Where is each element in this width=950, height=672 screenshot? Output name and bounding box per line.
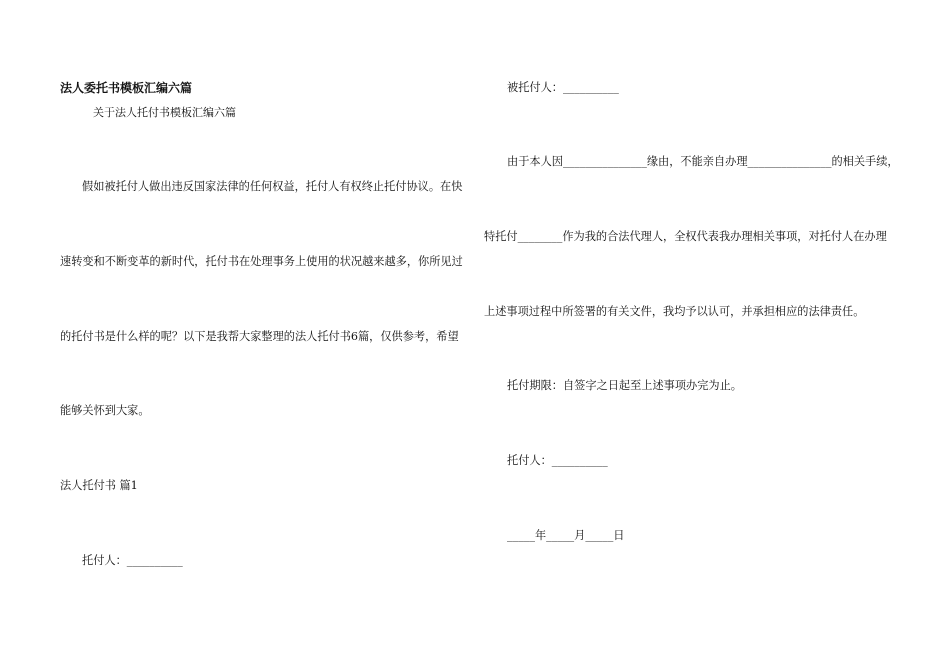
body-line: 上述事项过程中所签署的有关文件，我均予以认可，并承担相应的法律责任。 [484,305,865,318]
date-line: _____年_____月_____日 [507,529,625,542]
delegator-line: 托付人：__________ [82,554,183,567]
intro-line: 速转变和不断变革的新时代，托付书在处理事务上使用的状况越来越多，你所见过 [60,255,463,268]
body-line: 由于本人因_______________缘由，不能亲自办理_______________的相关手续， [507,155,899,168]
intro-line: 能够关怀到大家。 [60,404,150,417]
section-heading: 法人托付书 篇1 [60,479,138,492]
intro-line: 假如被托付人做出违反国家法律的任何权益，托付人有权终止托付协议。在快 [82,180,463,193]
delegatee-line: 被托付人：__________ [507,81,619,94]
document-title: 法人委托书模板汇编六篇 [60,81,193,95]
intro-line: 的托付书是什么样的呢？以下是我帮大家整理的法人托付书6篇，仅供参考，希望 [60,330,459,343]
document-subtitle: 关于法人托付书模板汇编六篇 [93,106,236,119]
body-line: 特托付________作为我的合法代理人，全权代表我办理相关事项，对托付人在办理 [484,230,887,243]
period-line: 托付期限：自签字之日起至上述事项办完为止。 [507,379,742,392]
signer-line: 托付人：__________ [507,454,608,467]
